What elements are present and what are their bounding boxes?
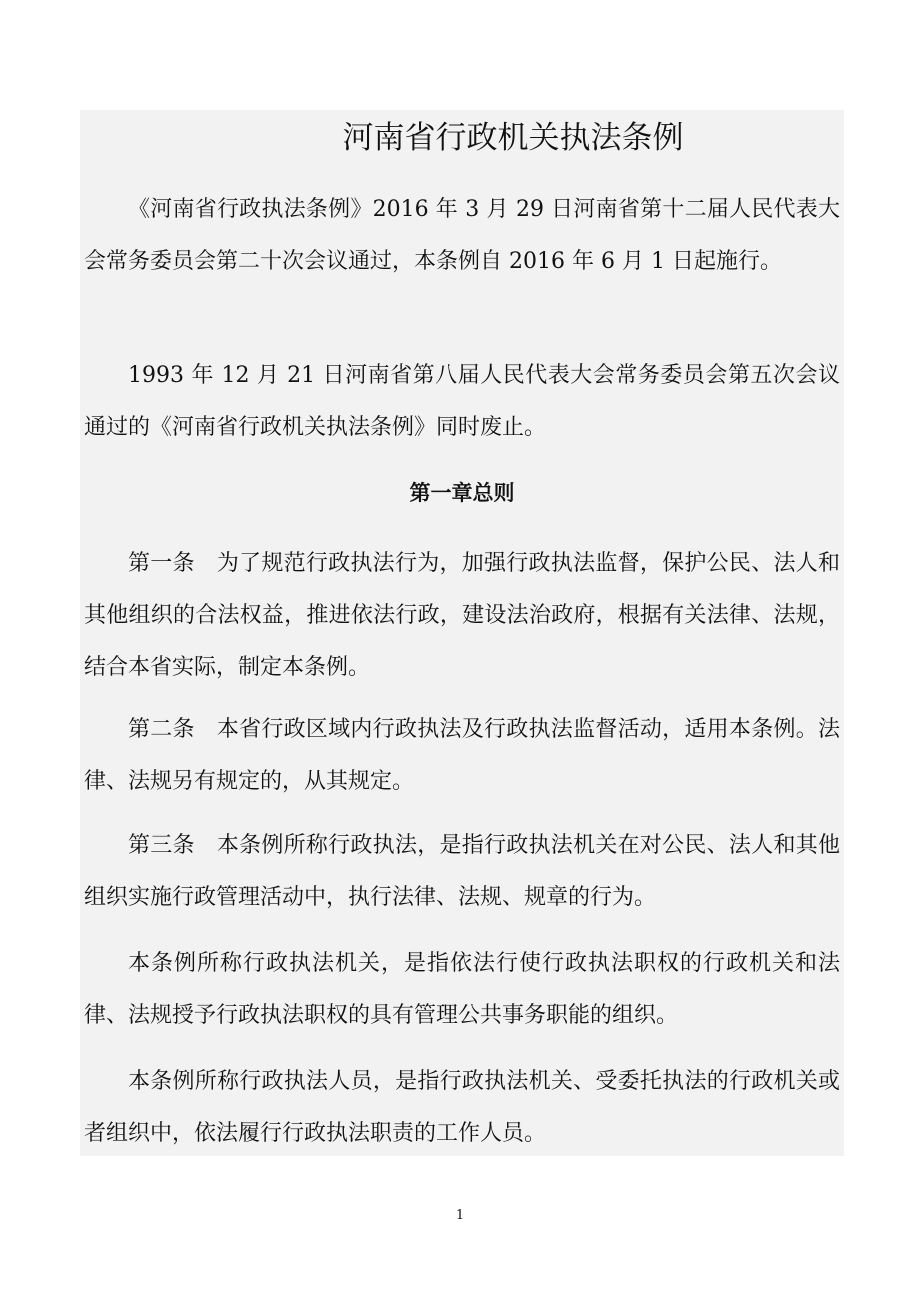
article-text: 本省行政区域内行政执法及行政执法监督活动，适用本条例。法律、法规另有规定的，从其规定。 xyxy=(84,717,840,794)
body-paragraph-2: 本条例所称行政执法人员，是指行政执法机关、受委托执法的行政机关或者组织中，依法履行行政执法职责的工作人员。 xyxy=(84,1069,840,1146)
body-paragraph-1: 本条例所称行政执法机关，是指依法行使行政执法职权的行政机关和法律、法规授予行政执法职权的具有管理公共事务职能的组织。 xyxy=(84,951,840,1028)
article-text: 本条例所称行政执法，是指行政执法机关在对公民、法人和其他组织实施行政管理活动中，执行法律、法规、规章的行为。 xyxy=(84,833,840,910)
chapter-title: 第一章总则 xyxy=(409,481,515,505)
article-number: 第二条 xyxy=(128,717,195,742)
article-text: 为了规范行政执法行为，加强行政执法监督，保护公民、法人和其他组织的合法权益，推进依法行政，建设法治政府，根据有关法律、法规，结合本省实际，制定本条例。 xyxy=(84,551,840,680)
article-number: 第三条 xyxy=(128,833,195,858)
article-3 xyxy=(84,820,840,924)
intro-paragraph-2: 1993 年 12 月 21 日河南省第八届人民代表大会常务委员会第五次会议通过的《河南省行政机关执法条例》同时废止。 xyxy=(84,363,840,440)
document-title: 河南省行政机关执法条例 xyxy=(342,120,684,156)
article-2 xyxy=(84,704,840,808)
article-1 xyxy=(84,538,840,694)
article-number: 第一条 xyxy=(128,551,195,576)
intro-paragraph-1: 《河南省行政执法条例》2016 年 3 月 29 日河南省第十二届人民代表大会常务委员会第二十次会议通过，本条例自 2016 年 6 月 1 日起施行。 xyxy=(84,197,840,274)
page-number: 1 xyxy=(455,1208,465,1223)
